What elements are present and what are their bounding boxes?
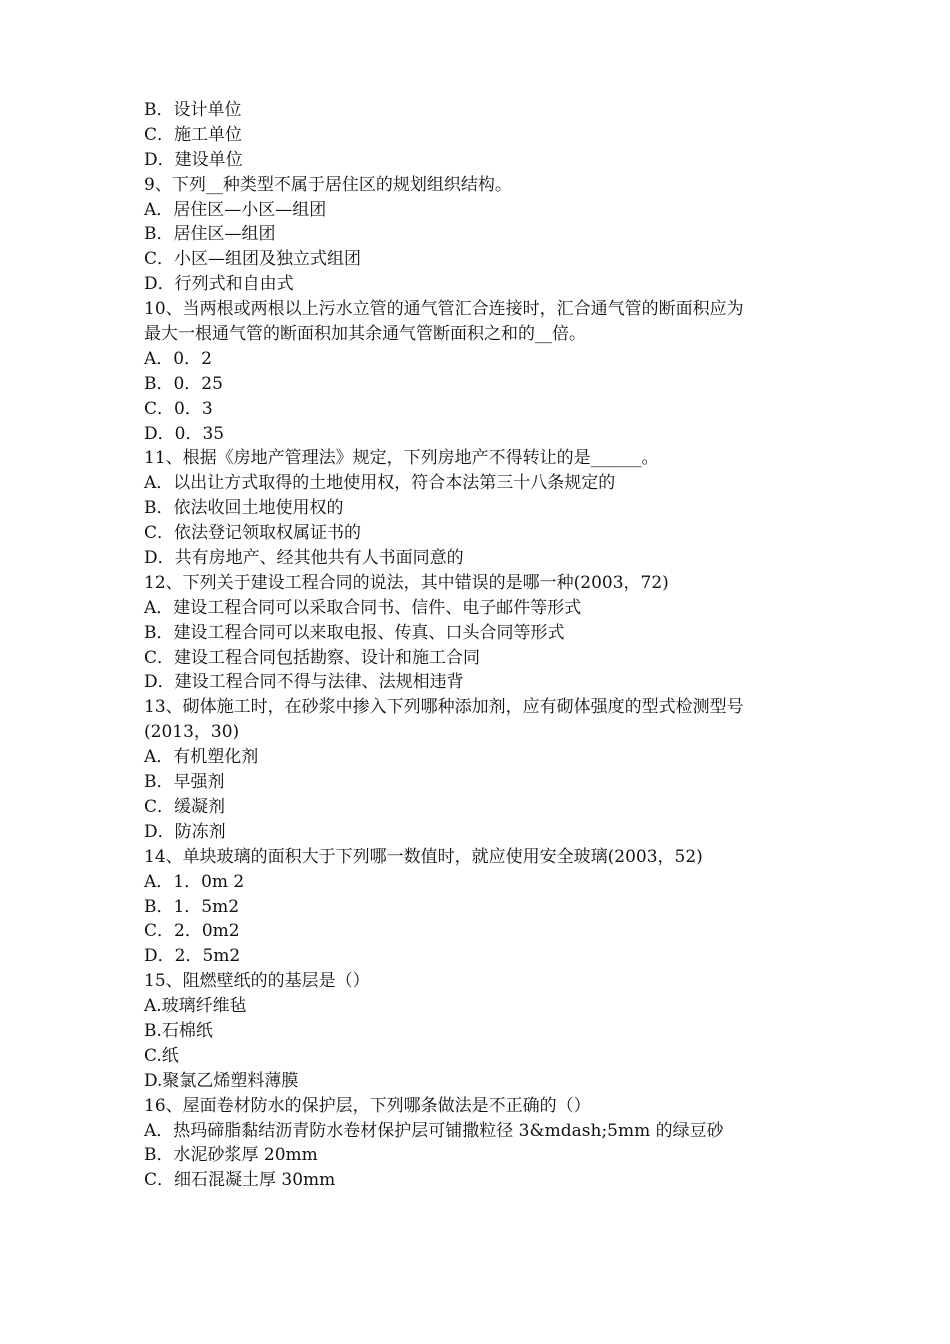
question-line: 11、根据《房地产管理法》规定，下列房地产不得转让的是______。 bbox=[144, 448, 659, 469]
option-line: D.聚氯乙烯塑料薄膜 bbox=[144, 1070, 299, 1091]
option-line: D．共有房地产、经其他共有人书面同意的 bbox=[144, 548, 464, 569]
option-line: C．施工单位 bbox=[144, 124, 243, 145]
question-line: 15、阻燃壁纸的的基层是（） bbox=[144, 971, 370, 992]
option-line: D．防冻剂 bbox=[144, 821, 226, 842]
option-line: B．0．25 bbox=[144, 373, 223, 394]
option-line: A．热玛碲脂黏结沥青防水卷材保护层可铺撒粒径 3&mdash;5mm 的绿豆砂 bbox=[144, 1120, 724, 1141]
question-line: 14、单块玻璃的面积大于下列哪一数值时，就应使用安全玻璃(2003，52) bbox=[144, 846, 703, 867]
option-line: D．建设工程合同不得与法律、法规相违背 bbox=[144, 672, 464, 693]
option-line: C．小区—组团及独立式组团 bbox=[144, 249, 362, 270]
option-line: B.石棉纸 bbox=[144, 1020, 213, 1041]
option-line: A．以出让方式取得的土地使用权，符合本法第三十八条规定的 bbox=[144, 473, 616, 494]
option-line: A．有机塑化剂 bbox=[144, 747, 259, 768]
option-line: D．行列式和自由式 bbox=[144, 274, 294, 295]
option-line: C．细石混凝土厚 30mm bbox=[144, 1170, 336, 1191]
option-line: C．0．3 bbox=[144, 398, 213, 419]
option-line: B．建设工程合同可以来取电报、传真、口头合同等形式 bbox=[144, 622, 565, 643]
option-line: C．缓凝剂 bbox=[144, 796, 226, 817]
option-line: B．1．5m2 bbox=[144, 896, 240, 917]
option-line: D．建设单位 bbox=[144, 149, 243, 170]
question-line: 13、砌体施工时，在砂浆中掺入下列哪种添加剂，应有砌体强度的型式检测型号 bbox=[144, 697, 744, 718]
option-line: A．居住区—小区—组团 bbox=[144, 199, 327, 220]
option-line: D．2．5m2 bbox=[144, 946, 241, 967]
option-line: D．0．35 bbox=[144, 423, 225, 444]
document-page bbox=[144, 98, 824, 1193]
question-line: 最大一根通气管的断面积加其余通气管断面积之和的__倍。 bbox=[144, 324, 586, 345]
option-line: C.纸 bbox=[144, 1045, 179, 1066]
option-line: B．居住区—组团 bbox=[144, 224, 276, 245]
question-line: 12、下列关于建设工程合同的说法，其中错误的是哪一种(2003，72) bbox=[144, 572, 669, 593]
option-line: B．设计单位 bbox=[144, 100, 242, 120]
option-line: A.玻璃纤维毡 bbox=[144, 996, 247, 1017]
option-line: C．依法登记领取权属证书的 bbox=[144, 523, 362, 544]
question-line: 16、屋面卷材防水的保护层，下列哪条做法是不正确的（） bbox=[144, 1095, 591, 1116]
option-line: C．2．0m2 bbox=[144, 921, 240, 942]
option-line: B．水泥砂浆厚 20mm bbox=[144, 1145, 318, 1166]
question-line: 9、下列__种类型不属于居住区的规划组织结构。 bbox=[144, 174, 512, 195]
option-line: A．0．2 bbox=[144, 348, 212, 369]
option-line: B．依法收回土地使用权的 bbox=[144, 498, 344, 519]
option-line: C．建设工程合同包括勘察、设计和施工合同 bbox=[144, 647, 481, 668]
question-line: 10、当两根或两根以上污水立管的通气管汇合连接时，汇合通气管的断面积应为 bbox=[144, 299, 744, 320]
question-line: (2013，30) bbox=[144, 722, 240, 743]
option-line: B．早强剂 bbox=[144, 772, 225, 793]
option-line: A．1．0m 2 bbox=[144, 871, 245, 892]
option-line: A．建设工程合同可以采取合同书、信件、电子邮件等形式 bbox=[144, 597, 582, 618]
